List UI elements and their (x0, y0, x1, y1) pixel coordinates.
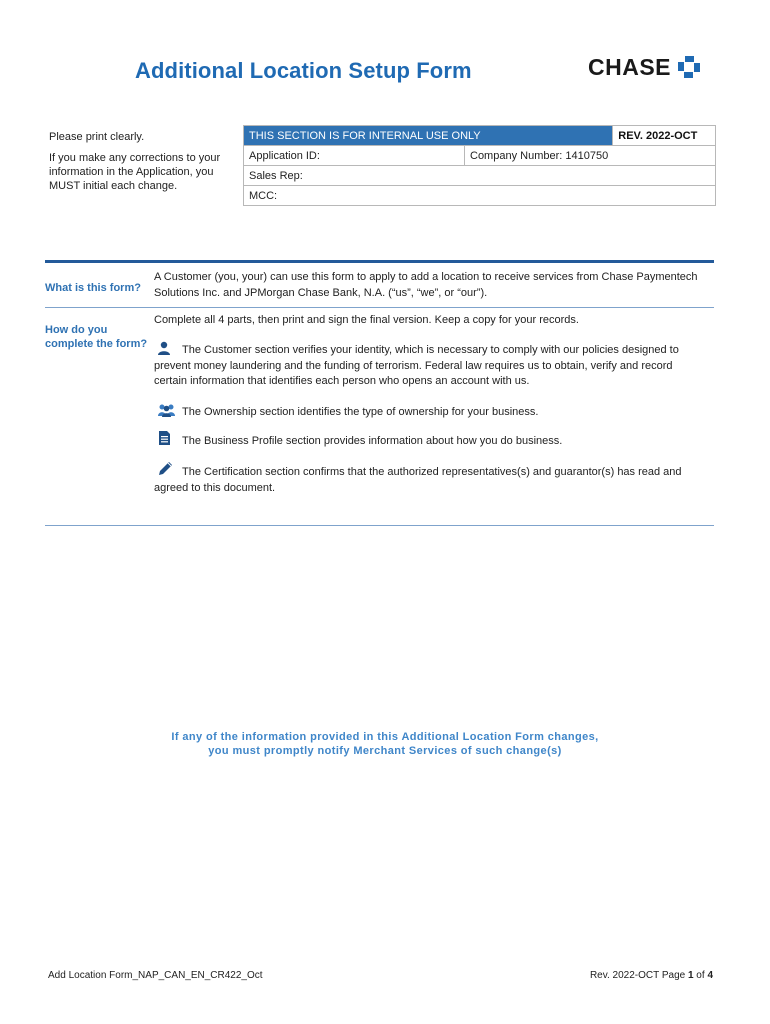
what-is-label: What is this form? (45, 282, 141, 294)
group-icon (157, 403, 176, 417)
ownership-section-text: The Ownership section identifies the type of ownership for your business. (182, 406, 539, 418)
revision-label: REV. 2022-OCT (613, 126, 716, 146)
footer-rev: Rev. 2022-OCT Page (589, 970, 688, 981)
how-to-label: How do you complete the form? (45, 324, 148, 350)
chase-logo (588, 52, 701, 82)
change-notice-line2: you must promptly notify Merchant Services of such change(s) (208, 745, 562, 757)
how-to-intro: Complete all 4 parts, then print and sign the final version. Keep a copy for your records. (154, 314, 579, 326)
certification-section-text: The Certification section confirms that the authorized representatives(s) and guarantor(s) has read and agreed to this document. (154, 466, 682, 494)
application-id-field[interactable]: Application ID: (244, 146, 465, 166)
footer-page-number (590, 970, 713, 981)
form-title: Additional Location Setup Form (135, 58, 472, 83)
section-divider-top (45, 260, 714, 263)
internal-section-header: THIS SECTION IS FOR INTERNAL USE ONLY (244, 126, 613, 146)
change-notice (0, 730, 770, 758)
sales-rep-field[interactable]: Sales Rep: (244, 166, 716, 186)
what-is-text: A Customer (you, your) can use this form to apply to add a location to receive services from Chase Paymentech Solutions Inc. and JPMorgan Chase Bank, N.A. (“us”, “we”, or “our”). (154, 271, 698, 299)
footer-current-page: 1 (687, 970, 694, 981)
chase-octagon-icon (677, 55, 701, 79)
document-icon (158, 430, 171, 446)
corrections-note: If you make any corrections to your information in the Application, you MUST initial each change. (49, 152, 221, 192)
business-profile-section-text: The Business Profile section provides information about how you do business. (182, 435, 563, 447)
footer-form-id: Add Location Form_NAP_CAN_EN_CR422_Oct (48, 970, 263, 981)
section-divider-middle (45, 307, 714, 308)
customer-section-text: The Customer section verifies your identity, which is necessary to comply with our policies designed to prevent money laundering and the funding of terrorism. Federal law requires us to obtain, verify and record certain information that identifies each person who opens an account with us. (154, 344, 679, 387)
footer-total-pages: 4 (707, 970, 713, 981)
mcc-field[interactable]: MCC: (244, 186, 716, 206)
internal-use-table (243, 125, 716, 206)
company-number-field: Company Number: 1410750 (465, 146, 716, 166)
logo-text: CHASE (588, 53, 672, 80)
section-divider-bottom (45, 525, 714, 526)
change-notice-line1: If any of the information provided in this Additional Location Form changes, (171, 731, 599, 743)
print-clearly-note: Please print clearly. (49, 131, 145, 143)
footer-of: of (693, 970, 708, 981)
